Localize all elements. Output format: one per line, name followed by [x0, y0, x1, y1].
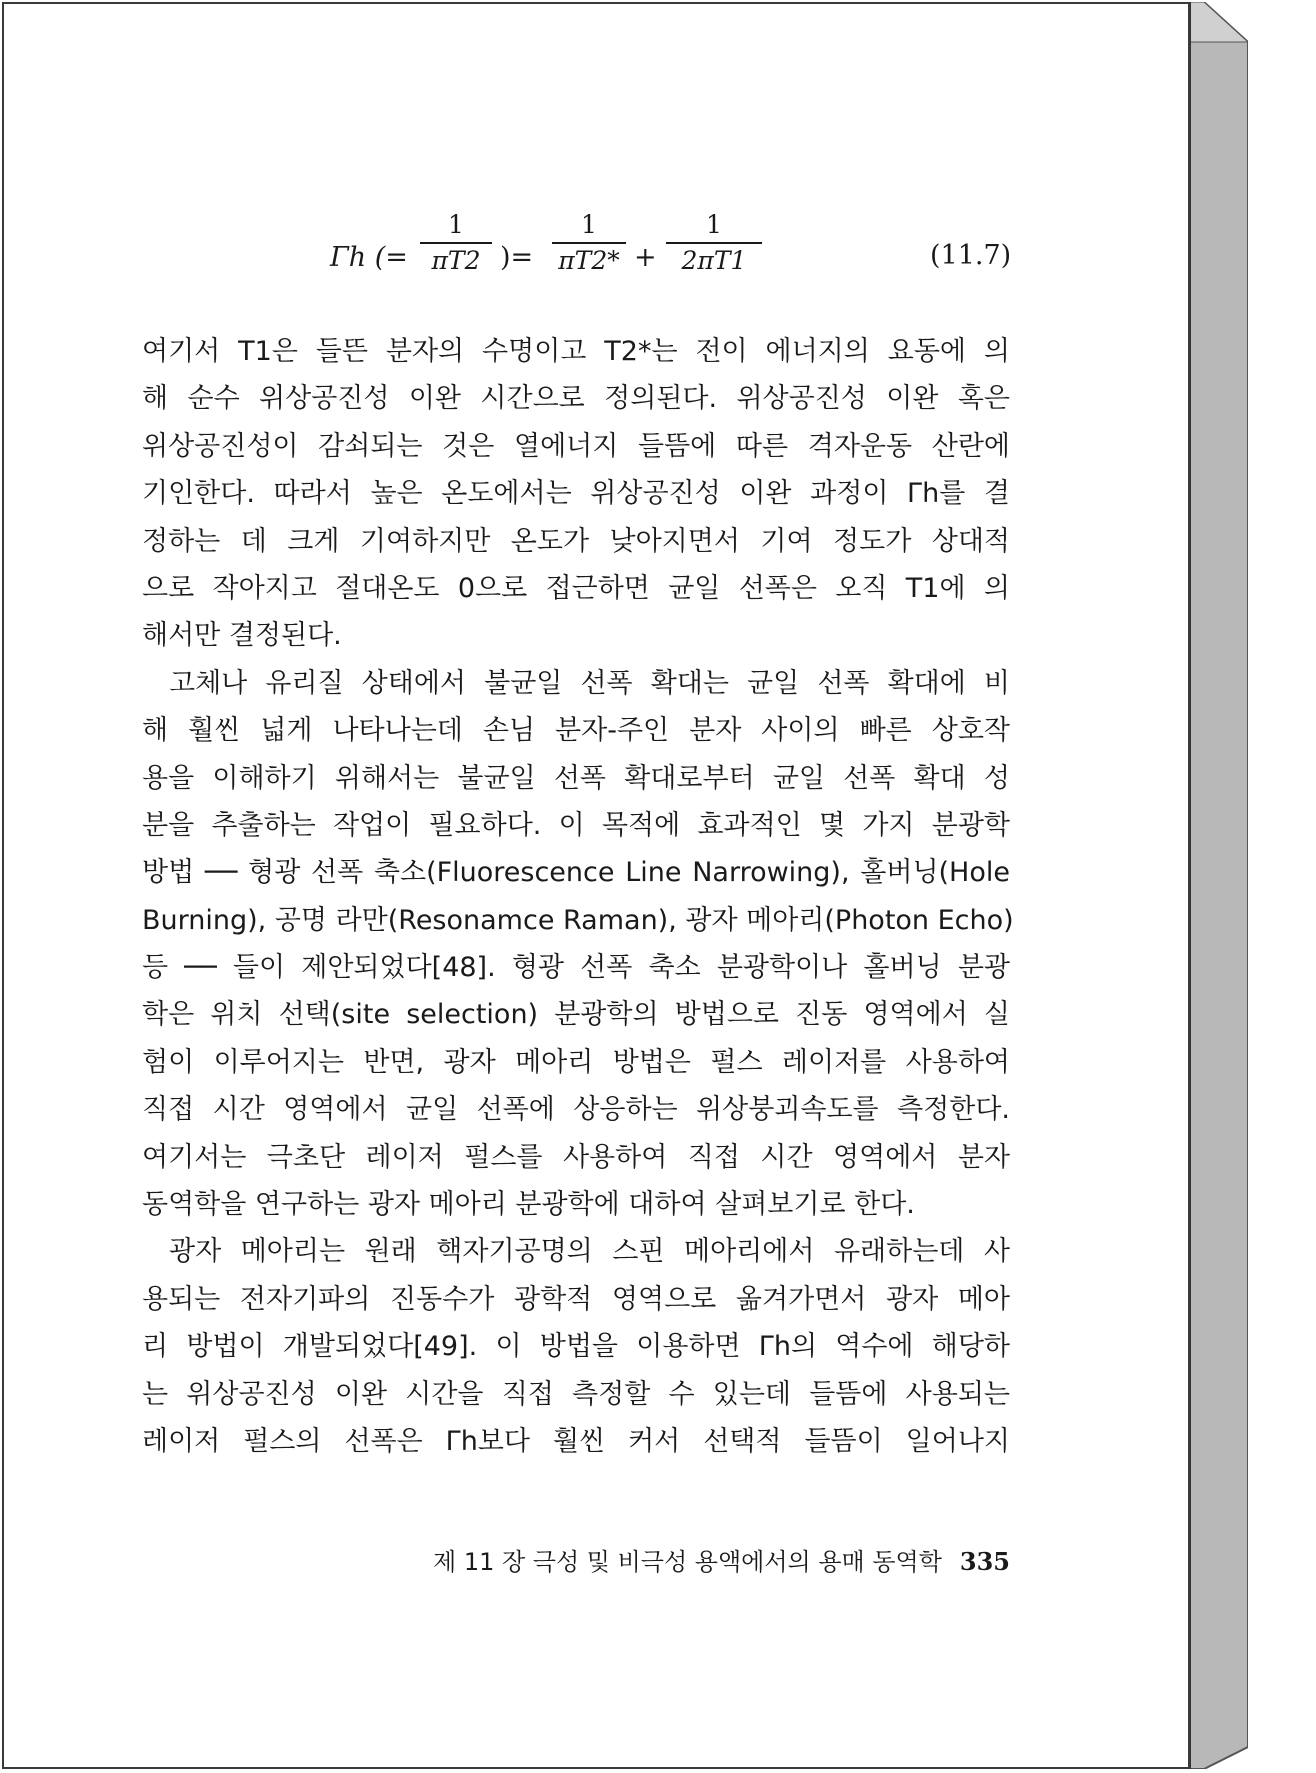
- text-line: 여기서는 극초단 레이저 펄스를 사용하여 직접 시간 영역에서 분자: [142, 1141, 1010, 1173]
- fraction-1: [420, 210, 492, 276]
- text-line: 해 훨씬 넓게 나타나는데 손님 분자-주인 분자 사이의 빠른 상호작: [142, 715, 1010, 747]
- fraction-3-numerator: 1: [706, 210, 722, 239]
- equation-number: (11.7): [930, 240, 1012, 271]
- text-line: 해서만 결정된다.: [142, 620, 342, 652]
- book-spine: [1190, 2, 1248, 1769]
- fraction-1-numerator: 1: [448, 210, 464, 239]
- chapter-title: 제 11 장 극성 및 비극성 용액에서의 용매 동역학: [433, 1548, 942, 1576]
- text-line: 광자 메아리는 원래 핵자기공명의 스핀 메아리에서 유래하는데 사: [169, 1236, 1010, 1268]
- fraction-2-denominator: πT2*: [558, 246, 620, 275]
- text-line: 험이 이루어지는 반면, 광자 메아리 방법은 펄스 레이저를 사용하여: [142, 1046, 1010, 1078]
- text-line: 분을 추출하는 작업이 필요하다. 이 목적에 효과적인 몇 가지 분광학: [142, 809, 1010, 841]
- text-line: 해 순수 위상공진성 이완 시간으로 정의된다. 위상공진성 이완 혹은: [142, 383, 1010, 415]
- text-line: 동역학을 연구하는 광자 메아리 분광학에 대하여 살펴보기로 한다.: [142, 1189, 915, 1221]
- equation-11-7: [330, 210, 1010, 298]
- text-line: 는 위상공진성 이완 시간을 직접 측정할 수 있는데 들뜸에 사용되는: [142, 1378, 1010, 1410]
- fraction-3-denominator: 2πT1: [681, 246, 747, 275]
- text-line: 으로 작아지고 절대온도 0으로 접근하면 균일 선폭은 오직 T1에 의: [142, 572, 1010, 604]
- text-line: 리 방법이 개발되었다[49]. 이 방법을 이용하면 Γh의 역수에 해당하: [142, 1331, 1010, 1363]
- text-line: 학은 위치 선택(site selection) 분광학의 방법으로 진동 영역에서 실: [142, 999, 1010, 1031]
- text-line: 레이저 펄스의 선폭은 Γh보다 훨씬 커서 선택적 들뜸이 일어나지: [142, 1425, 1010, 1457]
- equation-close: )=: [500, 242, 534, 273]
- fraction-3: [666, 210, 762, 276]
- fraction-1-denominator: πT2: [431, 246, 481, 275]
- equation-plus: +: [634, 242, 657, 273]
- fraction-2-numerator: 1: [581, 210, 597, 239]
- text-line: 여기서 T1은 들뜬 분자의 수명이고 T2*는 전이 에너지의 요동에 의: [142, 336, 1010, 367]
- text-line: 용을 이해하기 위해서는 불균일 선폭 확대로부터 균일 선폭 확대 성: [142, 762, 1010, 794]
- text-line: 용되는 전자기파의 진동수가 광학적 영역으로 옮겨가면서 광자 메아: [142, 1283, 1010, 1315]
- body-text: [142, 328, 1014, 1465]
- text-line: 등 ── 들이 제안되었다[48]. 형광 선폭 축소 분광학이나 홀버닝 분광: [142, 952, 1010, 984]
- text-line: Burning), 공명 라만(Resonamce Raman), 광자 메아리(Photon Echo): [142, 904, 1014, 936]
- text-line: 직접 시간 영역에서 균일 선폭에 상응하는 위상붕괴속도를 측정한다.: [142, 1094, 1010, 1126]
- text-line: 위상공진성이 감쇠되는 것은 열에너지 들뜸에 따른 격자운동 산란에: [142, 430, 1010, 462]
- page-number: 335: [959, 1547, 1010, 1576]
- text-line: 정하는 데 크게 기여하지만 온도가 낮아지면서 기여 정도가 상대적: [142, 525, 1010, 557]
- text-line: 기인한다. 따라서 높은 온도에서는 위상공진성 이완 과정이 Γh를 결: [142, 478, 1010, 510]
- text-line: 고체나 유리질 상태에서 불균일 선폭 확대는 균일 선폭 확대에 비: [169, 667, 1010, 699]
- fraction-2: [552, 210, 626, 276]
- page-footer: [420, 1542, 1010, 1577]
- text-line: 방법 ── 형광 선폭 축소(Fluorescence Line Narrowing), 홀버닝(Hole: [142, 857, 1010, 889]
- equation-lhs: Γh (=: [330, 242, 408, 273]
